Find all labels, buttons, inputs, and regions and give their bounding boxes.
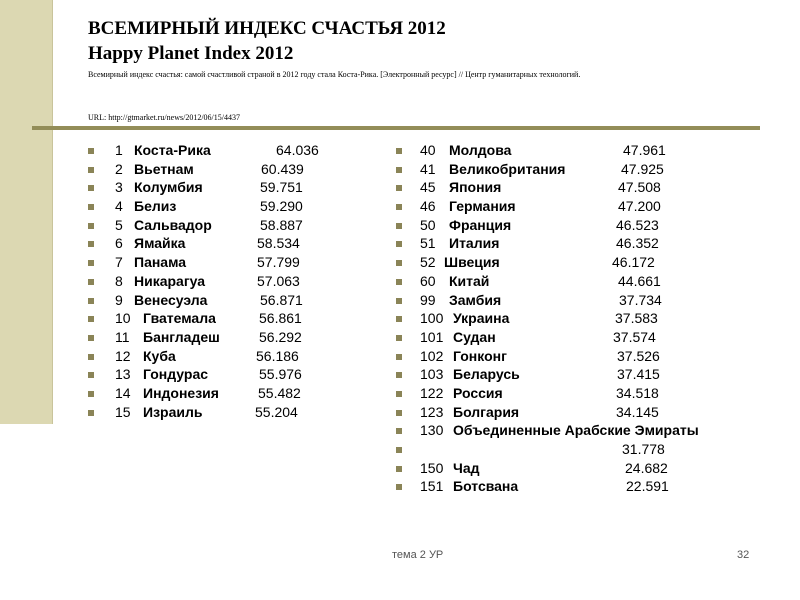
bullet-icon bbox=[396, 484, 402, 490]
rank-number: 45 bbox=[420, 179, 436, 196]
list-item bbox=[88, 179, 338, 198]
rank-number: 52 bbox=[420, 254, 436, 271]
bullet-icon bbox=[396, 298, 402, 304]
bullet-icon bbox=[396, 316, 402, 322]
bullet-icon bbox=[396, 410, 402, 416]
score-value: 31.778 bbox=[622, 441, 665, 457]
list-item bbox=[88, 161, 338, 180]
country-name: Германия bbox=[449, 198, 516, 215]
list-item bbox=[88, 142, 338, 161]
country-name: Украина bbox=[453, 310, 510, 327]
rank-number: 60 bbox=[420, 272, 436, 289]
ranking-list-right bbox=[396, 142, 756, 497]
list-item bbox=[396, 348, 756, 367]
source-url: URL: http://gtmarket.ru/news/2012/06/15/4437 bbox=[88, 113, 240, 122]
bullet-icon bbox=[396, 279, 402, 285]
country-name: Израиль bbox=[143, 403, 203, 420]
score-value: 56.871 bbox=[260, 291, 303, 308]
list-item bbox=[396, 161, 756, 180]
country-name: Гватемала bbox=[143, 310, 216, 327]
rank-number: 1 bbox=[115, 142, 123, 158]
score-value: 64.036 bbox=[276, 142, 319, 158]
rank-number: 102 bbox=[420, 347, 444, 364]
list-item bbox=[396, 198, 756, 217]
bullet-icon bbox=[396, 354, 402, 360]
rank-number: 8 bbox=[115, 272, 123, 289]
bullet-icon bbox=[396, 428, 402, 434]
score-value: 22.591 bbox=[626, 478, 669, 495]
bullet-icon bbox=[88, 241, 94, 247]
citation-text: Всемирный индекс счастья: самой счастливой страной в 2012 году стала Коста-Рика. [Электронный ресурс] // Центр гуманитарных технологий. bbox=[88, 70, 581, 79]
list-item bbox=[396, 235, 756, 254]
score-value: 46.352 bbox=[616, 235, 659, 252]
footer-topic: тема 2 УР bbox=[392, 549, 444, 561]
rank-number: 103 bbox=[420, 366, 444, 383]
rank-number: 11 bbox=[115, 328, 130, 345]
country-name: Белиз bbox=[134, 198, 177, 215]
score-value: 56.292 bbox=[259, 328, 302, 345]
bullet-icon bbox=[396, 260, 402, 266]
bullet-icon bbox=[396, 241, 402, 247]
score-value: 58.534 bbox=[257, 235, 300, 252]
country-name: Никарагуа bbox=[134, 272, 206, 289]
country-name: Объединенные Арабские Эмираты bbox=[453, 422, 699, 439]
score-value: 44.661 bbox=[618, 272, 661, 289]
bullet-icon bbox=[396, 185, 402, 191]
score-value: 37.526 bbox=[617, 347, 660, 364]
country-name: Индонезия bbox=[143, 384, 219, 401]
score-value: 47.961 bbox=[623, 142, 666, 158]
list-item bbox=[88, 366, 338, 385]
list-item bbox=[88, 235, 338, 254]
country-name: Швеция bbox=[444, 254, 500, 271]
bullet-icon bbox=[396, 335, 402, 341]
ranking-list-left bbox=[88, 142, 338, 422]
country-name: Китай bbox=[449, 272, 490, 289]
slide-title-ru: ВСЕМИРНЫЙ ИНДЕКС СЧАСТЬЯ 2012 bbox=[88, 18, 446, 39]
rank-number: 99 bbox=[420, 291, 436, 308]
list-item bbox=[88, 385, 338, 404]
bullet-icon bbox=[88, 204, 94, 210]
score-value: 55.204 bbox=[255, 403, 298, 420]
list-item bbox=[396, 273, 756, 292]
country-name: Япония bbox=[449, 179, 502, 196]
score-value: 37.415 bbox=[617, 366, 660, 383]
list-item bbox=[396, 310, 756, 329]
country-name: Ботсвана bbox=[453, 478, 519, 495]
bullet-icon bbox=[396, 391, 402, 397]
slide-title-en: Happy Planet Index 2012 bbox=[88, 43, 294, 64]
country-name: Замбия bbox=[449, 291, 502, 308]
score-value: 59.751 bbox=[260, 179, 303, 196]
score-value: 58.887 bbox=[260, 216, 303, 233]
rank-number: 46 bbox=[420, 198, 436, 215]
country-name: Ямайка bbox=[134, 235, 186, 252]
country-name: Молдова bbox=[449, 142, 512, 158]
bullet-icon bbox=[88, 185, 94, 191]
rank-number: 50 bbox=[420, 216, 436, 233]
score-value: 60.439 bbox=[261, 160, 304, 177]
score-value: 46.523 bbox=[616, 216, 659, 233]
score-value: 47.200 bbox=[618, 198, 661, 215]
bullet-icon bbox=[88, 354, 94, 360]
bullet-icon bbox=[88, 279, 94, 285]
list-item bbox=[396, 254, 756, 273]
bullet-icon bbox=[88, 316, 94, 322]
list-item bbox=[396, 142, 756, 161]
score-value: 59.290 bbox=[260, 198, 303, 215]
bullet-icon bbox=[396, 148, 402, 154]
country-name: Судан bbox=[453, 328, 496, 345]
bullet-icon bbox=[88, 372, 94, 378]
country-name: Гонконг bbox=[453, 347, 507, 364]
rank-number: 40 bbox=[420, 142, 436, 158]
bullet-icon bbox=[396, 466, 402, 472]
rank-number: 4 bbox=[115, 198, 123, 215]
bullet-icon bbox=[396, 204, 402, 210]
rank-number: 14 bbox=[115, 384, 131, 401]
rank-number: 13 bbox=[115, 366, 131, 383]
list-item bbox=[88, 310, 338, 329]
country-name: Сальвадор bbox=[134, 216, 212, 233]
list-item bbox=[396, 385, 756, 404]
list-item bbox=[396, 460, 756, 479]
country-name: Бангладеш bbox=[143, 328, 220, 345]
score-value: 46.172 bbox=[612, 254, 655, 271]
bullet-icon bbox=[396, 223, 402, 229]
rank-number: 7 bbox=[115, 254, 123, 271]
score-value: 56.186 bbox=[256, 347, 299, 364]
rank-number: 123 bbox=[420, 403, 444, 420]
list-item bbox=[88, 348, 338, 367]
list-item bbox=[88, 404, 338, 423]
bullet-icon bbox=[88, 148, 94, 154]
score-value: 34.145 bbox=[616, 403, 659, 420]
score-value: 24.682 bbox=[625, 459, 668, 476]
country-name: Коста-Рика bbox=[134, 142, 211, 158]
bullet-icon bbox=[396, 167, 402, 173]
rank-number: 100 bbox=[420, 310, 444, 327]
bullet-icon bbox=[88, 298, 94, 304]
bullet-icon bbox=[396, 372, 402, 378]
rank-number: 150 bbox=[420, 459, 444, 476]
score-value: 55.482 bbox=[258, 384, 301, 401]
score-value: 34.518 bbox=[616, 384, 659, 401]
country-name: Колумбия bbox=[134, 179, 203, 196]
rank-number: 130 bbox=[420, 422, 444, 439]
score-value: 47.508 bbox=[618, 179, 661, 196]
rank-number: 10 bbox=[115, 310, 131, 327]
list-item bbox=[396, 366, 756, 385]
country-name: Франция bbox=[449, 216, 512, 233]
list-item bbox=[396, 329, 756, 348]
decorative-sidebar bbox=[0, 0, 53, 424]
rank-number: 5 bbox=[115, 216, 123, 233]
rank-number: 151 bbox=[420, 478, 444, 495]
rank-number: 6 bbox=[115, 235, 123, 252]
score-value: 37.574 bbox=[613, 328, 656, 345]
rank-number: 9 bbox=[115, 291, 123, 308]
rank-number: 101 bbox=[420, 328, 444, 345]
list-item bbox=[88, 273, 338, 292]
list-item bbox=[88, 217, 338, 236]
score-value: 37.734 bbox=[619, 291, 662, 308]
bullet-icon bbox=[88, 167, 94, 173]
score-value: 55.976 bbox=[259, 366, 302, 383]
score-value: 57.063 bbox=[257, 272, 300, 289]
score-value: 47.925 bbox=[621, 160, 664, 177]
list-item bbox=[88, 254, 338, 273]
country-name: Куба bbox=[143, 347, 176, 364]
country-name: Россия bbox=[453, 384, 503, 401]
rank-number: 15 bbox=[115, 403, 131, 420]
page-number: 32 bbox=[737, 549, 750, 561]
bullet-icon bbox=[88, 335, 94, 341]
rank-number: 12 bbox=[115, 347, 131, 364]
bullet-icon bbox=[88, 223, 94, 229]
list-item bbox=[88, 329, 338, 348]
country-name: Италия bbox=[449, 235, 500, 252]
bullet-icon bbox=[88, 260, 94, 266]
country-name: Гондурас bbox=[143, 366, 209, 383]
rank-number: 41 bbox=[420, 160, 436, 177]
country-name: Чад bbox=[453, 459, 480, 476]
list-item bbox=[396, 478, 756, 497]
country-name: Панама bbox=[134, 254, 187, 271]
country-name: Беларусь bbox=[453, 366, 520, 383]
rank-number: 3 bbox=[115, 179, 123, 196]
score-value: 56.861 bbox=[259, 310, 302, 327]
list-item bbox=[396, 422, 756, 441]
score-value: 57.799 bbox=[257, 254, 300, 271]
list-item bbox=[396, 179, 756, 198]
country-name: Болгария bbox=[453, 403, 520, 420]
list-item bbox=[396, 292, 756, 311]
list-item bbox=[396, 441, 756, 460]
title-divider bbox=[32, 126, 760, 130]
bullet-icon bbox=[88, 391, 94, 397]
rank-number: 51 bbox=[420, 235, 436, 252]
country-name: Венесуэла bbox=[134, 291, 208, 308]
country-name: Вьетнам bbox=[134, 160, 194, 177]
bullet-icon bbox=[88, 410, 94, 416]
list-item bbox=[88, 292, 338, 311]
score-value: 37.583 bbox=[615, 310, 658, 327]
country-name: Великобритания bbox=[449, 160, 566, 177]
list-item bbox=[396, 404, 756, 423]
rank-number: 2 bbox=[115, 160, 123, 177]
list-item bbox=[396, 217, 756, 236]
bullet-icon bbox=[396, 447, 402, 453]
rank-number: 122 bbox=[420, 384, 444, 401]
list-item bbox=[88, 198, 338, 217]
